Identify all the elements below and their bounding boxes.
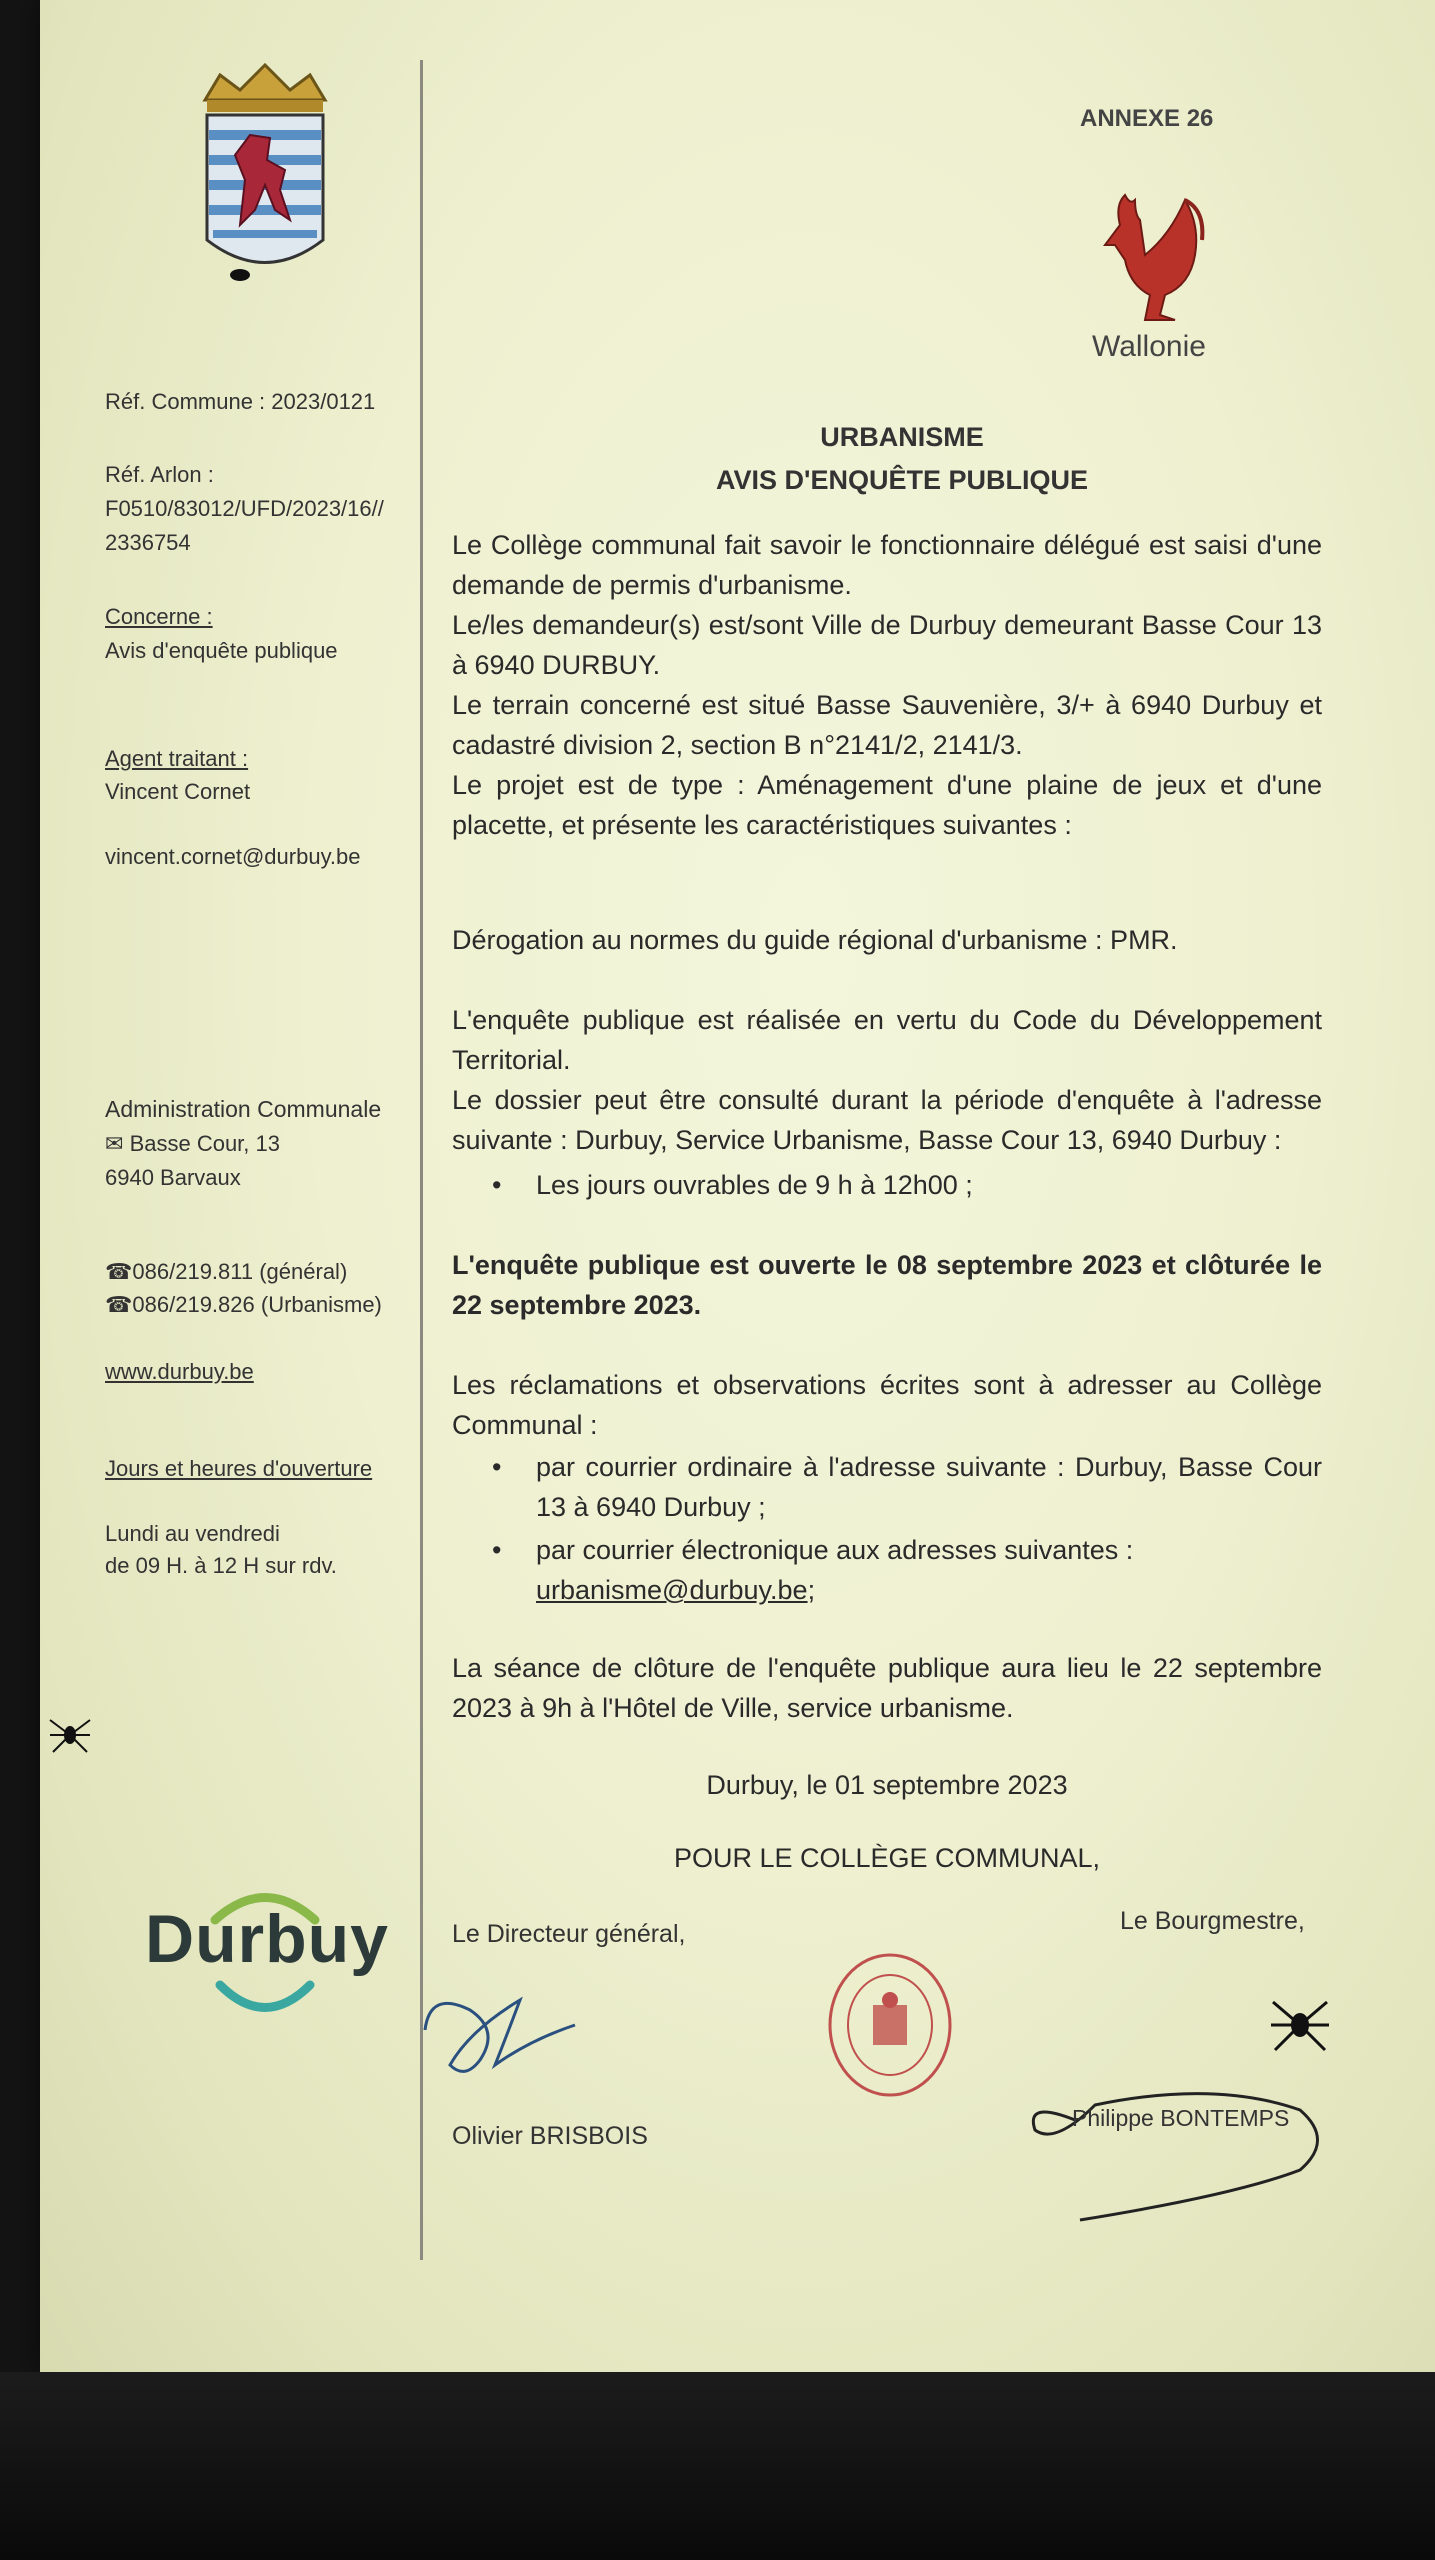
bullet: • xyxy=(492,1452,502,1482)
college-line: POUR LE COLLÈGE COMMUNAL, xyxy=(673,1843,1101,1873)
rooster-icon xyxy=(1090,185,1210,330)
hours-label: Jours et heures d'ouverture xyxy=(105,1456,373,1481)
paragraph-derogation: Dérogation au normes du guide régional d'urbanisme : PMR. xyxy=(452,925,1178,955)
background-edge xyxy=(0,2372,1435,2560)
list-item-text: par courrier ordinaire à l'adresse suivante : Durbuy, Basse Cour 13 à 6940 Durbuy ; xyxy=(536,1452,1322,1522)
paragraph-project: Le projet est de type : Aménagement d'une plaine de jeux et d'une placette, et présente les caractéristiques suivantes : xyxy=(452,770,1322,840)
doc-title-avis: AVIS D'ENQUÊTE PUBLIQUE xyxy=(716,465,1088,495)
list-item-text xyxy=(536,1530,1322,1610)
admin-city: 6940 Barvaux xyxy=(105,1165,241,1190)
spider-icon xyxy=(45,1710,95,1760)
doc-title-urbanisme: URBANISME xyxy=(820,422,984,452)
date-line: Durbuy, le 01 septembre 2023 xyxy=(706,1770,1068,1800)
bullet: • xyxy=(492,1170,502,1200)
paragraph-applicant: Le/les demandeur(s) est/sont Ville de Durbuy demeurant Basse Cour 13 à 6940 DURBUY. xyxy=(452,610,1322,680)
vertical-divider xyxy=(420,60,423,2260)
hours-line-1: Lundi au vendredi xyxy=(105,1521,280,1546)
paragraph-reclamations: Les réclamations et observations écrites sont à adresser au Collège Communal : xyxy=(452,1370,1322,1440)
phone-row-2 xyxy=(105,1288,382,1321)
commune-seal-icon xyxy=(825,1950,955,2100)
ref-arlon-line-1: F0510/83012/UFD/2023/16// xyxy=(105,496,384,521)
ref-arlon-label: Réf. Arlon : xyxy=(105,462,214,487)
mayor-signature xyxy=(1015,2070,1335,2230)
hours-line-2: de 09 H. à 12 H sur rdv. xyxy=(105,1553,337,1578)
ref-arlon-line-2: 2336754 xyxy=(105,530,191,555)
director-name: Olivier BRISBOIS xyxy=(452,2122,648,2150)
urbanisme-email-link[interactable]: urbanisme@durbuy.be xyxy=(536,1575,808,1605)
durbuy-logo-text: Durbuy xyxy=(145,1901,389,1977)
director-title: Le Directeur général, xyxy=(452,1920,686,1948)
phone-icon: ☎ xyxy=(105,1259,133,1284)
phone-general: 086/219.811 (général) xyxy=(132,1259,348,1284)
spider-icon xyxy=(1265,1990,1335,2060)
coat-of-arms-icon xyxy=(195,60,335,290)
paragraph-enquete-dates: L'enquête publique est ouverte le 08 septembre 2023 et clôturée le 22 septembre 2023. xyxy=(452,1250,1322,1320)
mayor-name: Philippe BONTEMPS xyxy=(1072,2105,1290,2131)
paragraph-intro: Le Collège communal fait savoir le fonctionnaire délégué est saisi d'une demande de permis d'urbanisme. xyxy=(452,530,1322,600)
admin-street: Basse Cour, 13 xyxy=(129,1131,280,1156)
agent-label: Agent traitant : xyxy=(105,746,249,771)
agent-email[interactable]: vincent.cornet@durbuy.be xyxy=(105,844,361,869)
annex-label: ANNEXE 26 xyxy=(1080,105,1214,132)
phone-row-1 xyxy=(105,1255,347,1288)
paragraph-terrain: Le terrain concerné est situé Basse Sauvenière, 3/+ à 6940 Durbuy et cadastré division 2, section B n°2141/2, 2141/3. xyxy=(452,690,1322,760)
email-intro: par courrier électronique aux adresses suivantes : xyxy=(536,1535,1134,1565)
envelope-icon: ✉ xyxy=(105,1131,124,1156)
director-signature xyxy=(410,1970,590,2090)
paragraph-cloture: La séance de clôture de l'enquête publique aura lieu le 22 septembre 2023 à 9h à l'Hôtel de Ville, service urbanisme. xyxy=(452,1653,1322,1723)
concerne-value: Avis d'enquête publique xyxy=(105,638,338,663)
paragraph-consultation: Le dossier peut être consulté durant la période d'enquête à l'adresse suivante : Durbuy, Service Urbanisme, Basse Cour 13, 6940 Durbuy : xyxy=(452,1085,1322,1155)
concerne-label: Concerne : xyxy=(105,604,213,629)
admin-name: Administration Communale xyxy=(105,1096,382,1122)
email-end: ; xyxy=(807,1575,816,1605)
paragraph-legal-basis: L'enquête publique est réalisée en vertu du Code du Développement Territorial. xyxy=(452,1005,1322,1075)
agent-name: Vincent Cornet xyxy=(105,779,251,804)
phone-urbanisme: 086/219.826 (Urbanisme) xyxy=(132,1292,382,1317)
website-link[interactable]: www.durbuy.be xyxy=(105,1359,254,1384)
list-item-text: Les jours ouvrables de 9 h à 12h00 ; xyxy=(536,1170,973,1200)
mayor-title: Le Bourgmestre, xyxy=(1120,1907,1305,1935)
wallonie-label: Wallonie xyxy=(1092,330,1206,363)
phone-icon: ☎ xyxy=(105,1292,133,1317)
admin-street-row xyxy=(105,1127,280,1160)
bullet: • xyxy=(492,1535,502,1565)
ref-commune: Réf. Commune : 2023/0121 xyxy=(105,389,376,414)
